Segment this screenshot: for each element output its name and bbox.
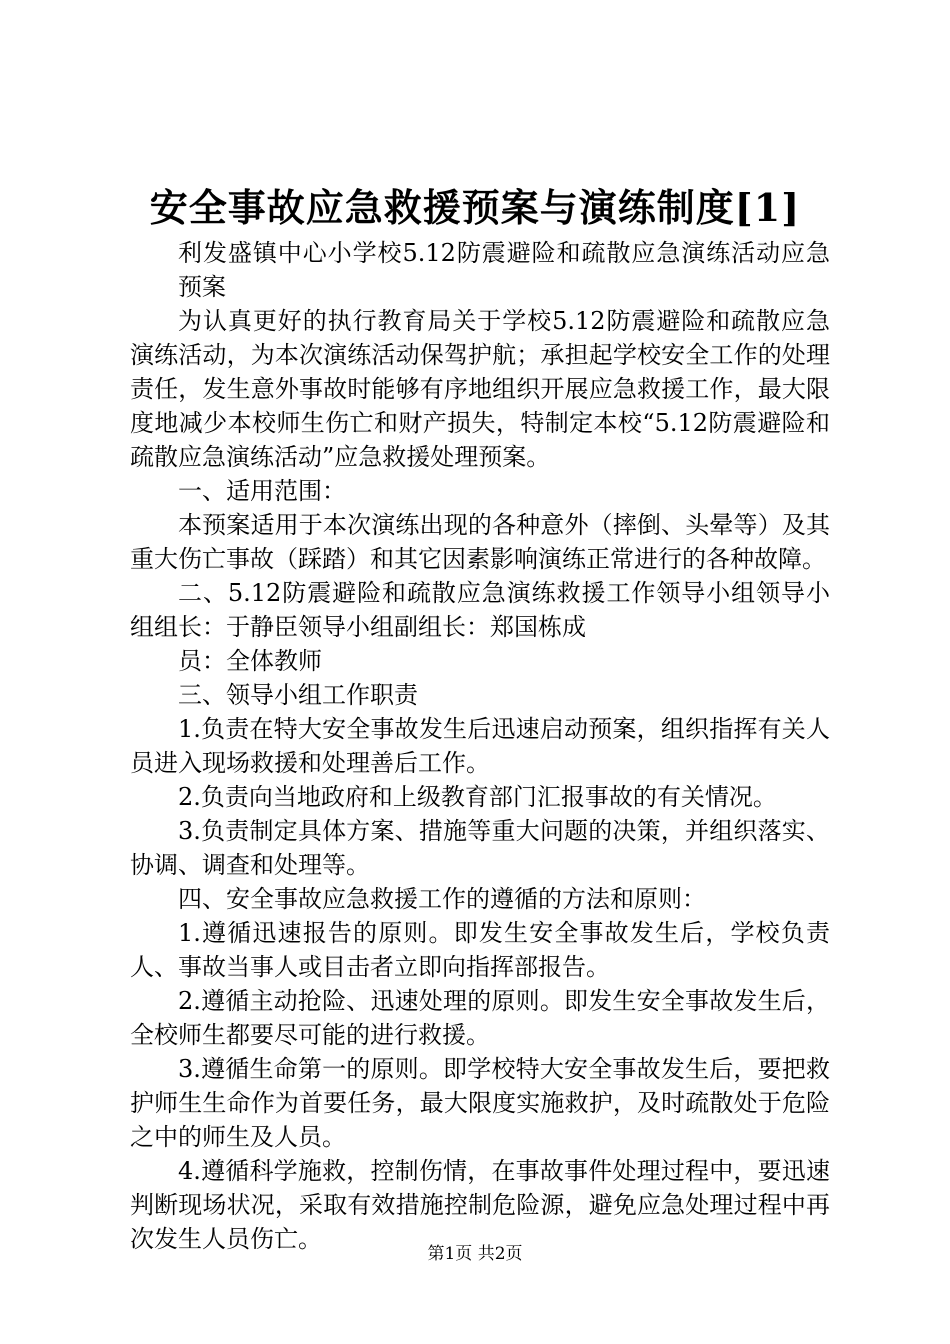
duty-item-2: 2.负责向当地政府和上级教育部门汇报事故的有关情况。 [178, 783, 777, 811]
members-paragraph: 员：全体教师 [178, 647, 322, 675]
duty-item-3: 3.负责制定具体方案、措施等重大问题的决策，并组织落实、协调、调查和处理等。 [130, 817, 830, 879]
section-heading-leadership: 二、5.12防震避险和疏散应急演练救援工作领导小组领导小组组长：于静臣领导小组副组长：郑国栋成 [130, 579, 830, 641]
principle-item-3: 3.遵循生命第一的原则。即学校特大安全事故发生后，要把救护师生生命作为首要任务，最大限度实施救护，及时疏散处于危险之中的师生及人员。 [130, 1055, 830, 1151]
duty-item-1: 1.负责在特大安全事故发生后迅速启动预案，组织指挥有关人员进入现场救援和处理善后工作。 [130, 715, 830, 777]
principle-item-1: 1.遵循迅速报告的原则。即发生安全事故发生后，学校负责人、事故当事人或目击者立即向指挥部报告。 [130, 919, 830, 981]
document-title: 安全事故应急救援预案与演练制度[1] [149, 185, 801, 230]
scope-paragraph: 本预案适用于本次演练出现的各种意外（摔倒、头晕等）及其重大伤亡事故（踩踏）和其它因素影响演练正常进行的各种故障。 [130, 511, 830, 573]
page-footer: 第1页 共2页 [427, 1244, 523, 1264]
section-heading-principles: 四、安全事故应急救援工作的遵循的方法和原则： [178, 885, 706, 913]
principle-item-4: 4.遵循科学施救，控制伤情，在事故事件处理过程中，要迅速判断现场状况，采取有效措施控制危险源，避免应急处理过程中再次发生人员伤亡。 [130, 1157, 830, 1253]
section-heading-duties: 三、领导小组工作职责 [178, 681, 418, 709]
intro-paragraph: 为认真更好的执行教育局关于学校5.12防震避险和疏散应急演练活动，为本次演练活动保驾护航；承担起学校安全工作的处理责任，发生意外事故时能够有序地组织开展应急救援工作，最大限度地减少本校师生伤亡和财产损失，特制定本校“5.12防震避险和疏散应急演练活动”应急救援处理预案。 [130, 307, 830, 471]
section-heading-scope: 一、适用范围： [178, 477, 346, 505]
principle-item-2: 2.遵循主动抢险、迅速处理的原则。即发生安全事故发生后，全校师生都要尽可能的进行救援。 [130, 987, 830, 1049]
subtitle-paragraph: 利发盛镇中心小学校5.12防震避险和疏散应急演练活动应急预案 [178, 239, 830, 301]
document-body [130, 236, 830, 1256]
